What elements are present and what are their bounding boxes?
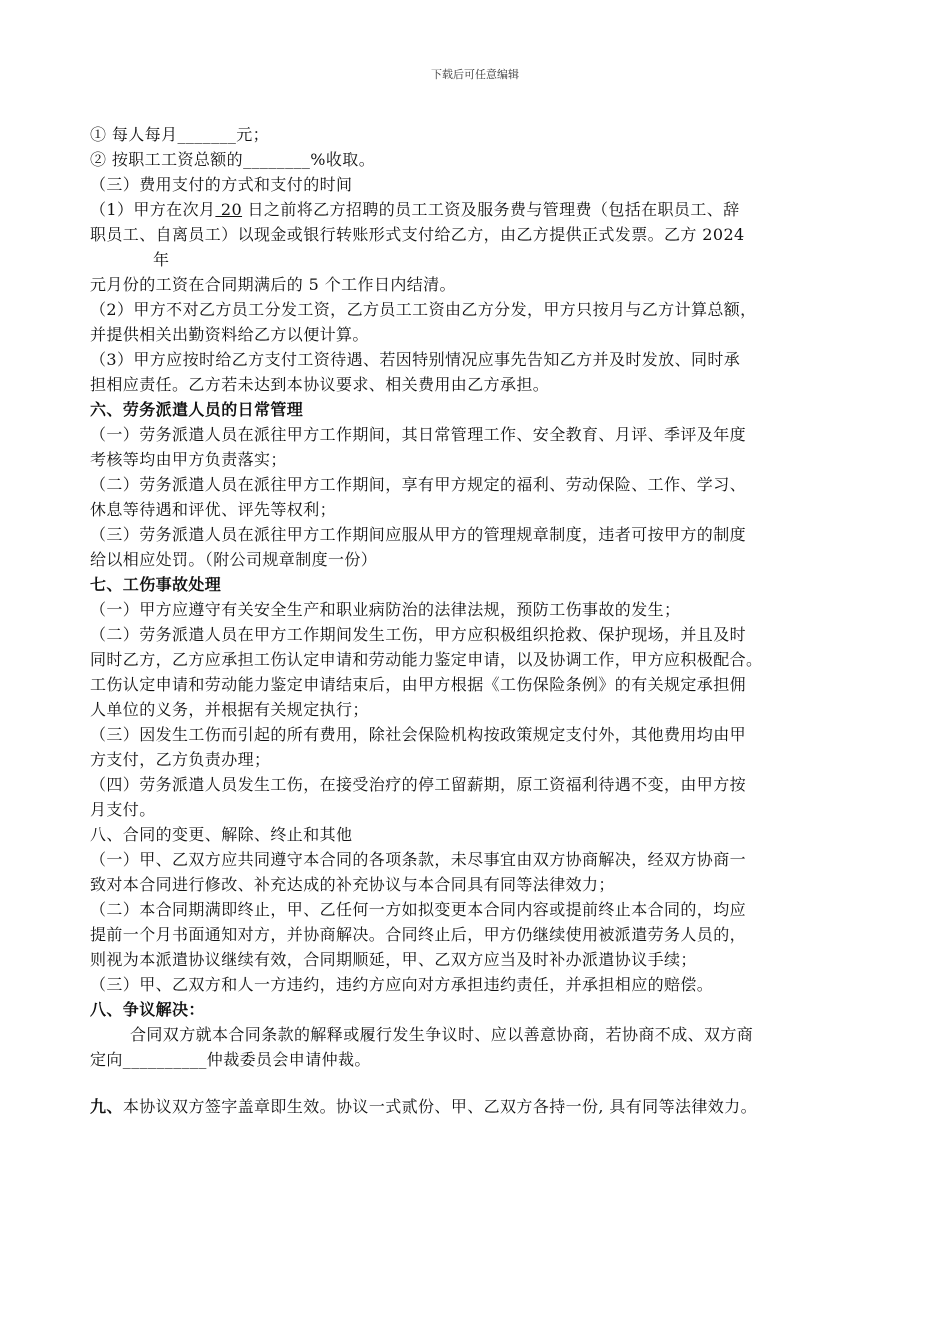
text-line: 工伤认定申请和劳动能力鉴定申请结束后，由甲方根据《工伤保险条例》的有关规定承担佣 [90, 675, 747, 694]
text-line: 同时乙方，乙方应承担工伤认定申请和劳动能力鉴定申请，以及协调工作，甲方应积极配合。 [90, 650, 763, 669]
text-line: （一）甲、乙双方应共同遵守本合同的各项条款，未尽事宜由双方协商解决，经双方协商一 [90, 850, 747, 869]
text-line: （三）劳务派遣人员在派往甲方工作期间应服从甲方的管理规章制度，违者可按甲方的制度 [90, 525, 747, 544]
text-line: （四）劳务派遣人员发生工伤，在接受治疗的停工留薪期，原工资福利待遇不变，由甲方按 [90, 775, 747, 794]
document-body [90, 122, 865, 1119]
payment-clause-1-start: （1）甲方在次月 [90, 200, 216, 219]
text-line: （一）劳务派遣人员在派往甲方工作期间，其日常管理工作、安全教育、月评、季评及年度 [90, 425, 747, 444]
section-heading-payment: （三）费用支付的方式和支付的时间 [90, 175, 353, 194]
text-line: 考核等均由甲方负责落实； [90, 450, 287, 469]
fee-option-1: ① 每人每月_______元； [90, 125, 270, 144]
text-line: 方支付，乙方负责办理； [90, 750, 271, 769]
payment-clause-1-rest: 日之前将乙方招聘的员工工资及服务费与管理费（包括在职员工、辞 [242, 200, 740, 219]
text-line: 人单位的义务，并根据有关规定执行； [90, 700, 369, 719]
section-heading-6: 六、劳务派遣人员的日常管理 [90, 400, 304, 419]
text-line: 月支付。 [90, 800, 156, 819]
section-heading-dispute: 八、争议解决： [90, 1000, 205, 1019]
section-heading-7: 七、工伤事故处理 [90, 575, 222, 594]
fee-option-2: ② 按职工工资总额的________%收取。 [90, 150, 376, 169]
section-heading-8: 八、合同的变更、解除、终止和其他 [90, 825, 353, 844]
text-line: 休息等待遇和评优、评先等权利； [90, 500, 337, 519]
text-line: 职员工、自离员工）以现金或银行转账形式支付给乙方，由乙方提供正式发票。乙方 2024 [90, 225, 745, 244]
text-line: 致对本合同进行修改、补充达成的补充协议与本合同具有同等法律效力； [90, 875, 615, 894]
text-line: 元月份的工资在合同期满后的 5 个工作日内结清。 [90, 275, 456, 294]
section-9-effect [90, 1094, 865, 1119]
text-line: （二）本合同期满即终止，甲、乙任何一方如拟变更本合同内容或提前终止本合同的，均应 [90, 900, 747, 919]
text-line: 给以相应处罚。（附公司规章制度一份） [90, 550, 378, 569]
spacer [90, 1072, 865, 1094]
payment-day-field: 20 [215, 200, 243, 219]
text-line: （二）劳务派遣人员在甲方工作期间发生工伤，甲方应积极组织抢救、保护现场，并且及时 [90, 625, 747, 644]
text-line: （一）甲方应遵守有关安全生产和职业病防治的法律法规，预防工伤事故的发生； [90, 600, 681, 619]
payment-clause-1 [90, 197, 865, 222]
payment-clause-2: （2）甲方不对乙方员工分发工资，乙方员工工资由乙方分发，甲方只按月与乙方计算总额， [90, 300, 757, 319]
text-line: 提前一个月书面通知对方，并协商解决。合同终止后，甲方仍继续使用被派遣劳务人员的， [90, 925, 747, 944]
section-9-label: 九、 [90, 1097, 123, 1116]
page-header: 下载后可任意编辑 [431, 68, 519, 81]
text-line: 合同双方就本合同条款的解释或履行发生争议时、应以善意协商，若协商不成、双方商 [130, 1025, 754, 1044]
text-line: 则视为本派遣协议继续有效，合同期顺延，甲、乙双方应当及时补办派遣协议手续； [90, 950, 697, 969]
text-line: 年 [153, 250, 170, 269]
text-line: 担相应责任。乙方若未达到本协议要求、相关费用由乙方承担。 [90, 375, 550, 394]
text-line: （三）因发生工伤而引起的所有费用，除社会保险机构按政策规定支付外，其他费用均由甲 [90, 725, 747, 744]
section-9-text: 本协议双方签字盖章即生效。协议一式贰份、甲、乙双方各持一份, 具有同等法律效力。 [122, 1097, 757, 1116]
text-line: （三）甲、乙双方和人一方违约，违约方应向对方承担违约责任，并承担相应的赔偿。 [90, 975, 714, 994]
text-line: 定向__________仲裁委员会申请仲裁。 [90, 1050, 371, 1069]
text-line: （二）劳务派遣人员在派往甲方工作期间，享有甲方规定的福利、劳动保险、工作、学习、 [90, 475, 747, 494]
payment-clause-3: （3）甲方应按时给乙方支付工资待遇、若因特别情况应事先告知乙方并及时发放、同时承 [90, 350, 741, 369]
text-line: 并提供相关出勤资料给乙方以便计算。 [90, 325, 369, 344]
